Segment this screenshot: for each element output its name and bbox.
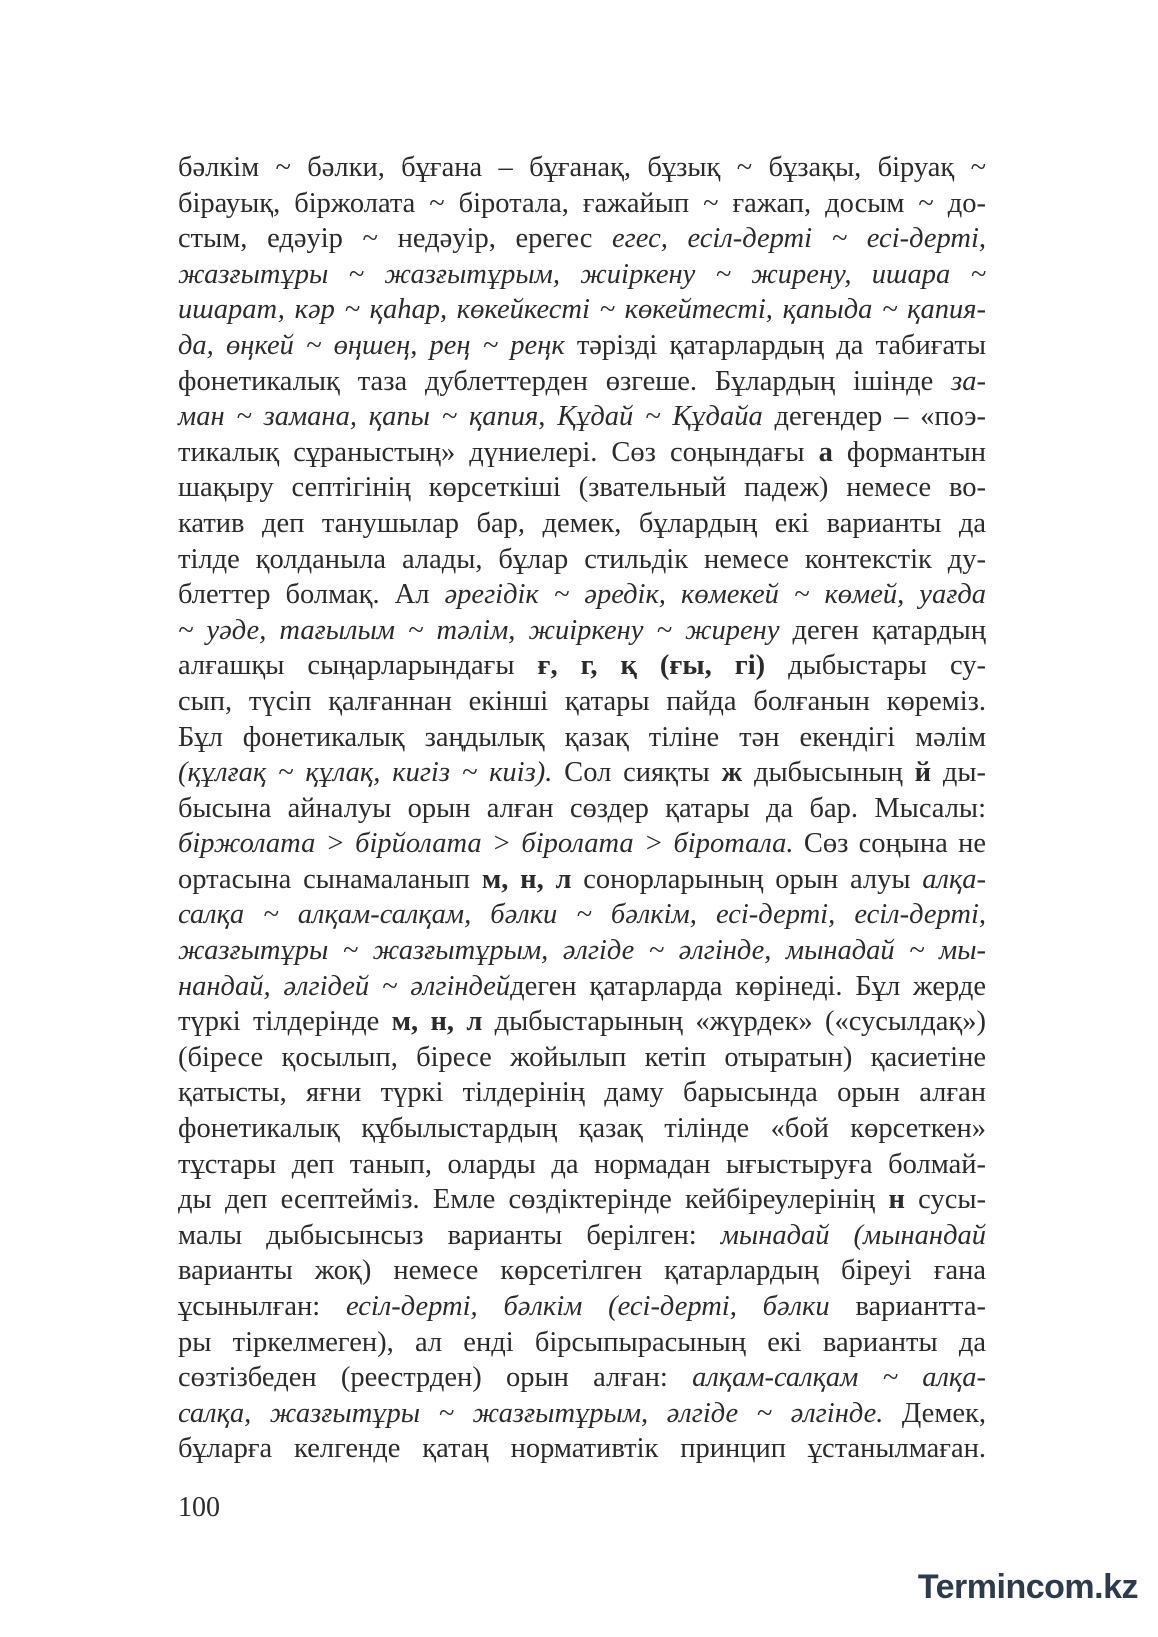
text-segment: түркі тілдерінде <box>178 1006 392 1038</box>
italic-segment: ишарат, кәр ~ қаһар, көкейкесті ~ көкейтесті, қапыда ~ қапия- <box>178 294 986 326</box>
italic-segment: алқа- <box>922 863 987 895</box>
text-segment: сөзтізбеден (реестрден) орын алған: <box>178 1362 693 1394</box>
text-segment: Бұл фонетикалық заңдылық қазақ тіліне тән екендігі мәлім <box>178 721 986 753</box>
text-segment: тұстары деп танып, оларды да нормадан ығыстыруға болмай- <box>178 1148 986 1180</box>
termincom-logo <box>918 1565 1138 1609</box>
text-segment: варианты жоқ) немесе көрсетілген қатарлардың біреуі ғана <box>178 1255 986 1287</box>
text-line <box>178 292 986 328</box>
text-segment: ды- <box>931 757 986 789</box>
logo-text: Termincom.kz <box>917 1567 1138 1606</box>
bold-segment: м, н, л <box>481 863 572 895</box>
text-segment: формантын <box>832 436 986 468</box>
text-line <box>178 791 986 827</box>
text-line <box>178 1218 986 1254</box>
text-line <box>178 1111 986 1147</box>
text-segment: (біресе қосылып, біресе жойылып кетіп отыратын) қасиетіне <box>178 1041 986 1073</box>
text-line <box>178 720 986 756</box>
text-segment: деген қатарларда көрінеді. Бұл жерде <box>510 970 986 1002</box>
text-line <box>178 1004 986 1040</box>
text-line <box>178 1147 986 1183</box>
text-segment: Сөз соңына не <box>793 828 987 860</box>
bold-segment: м, н, л <box>391 1006 483 1038</box>
text-line <box>178 933 986 969</box>
italic-segment: алқам-салқам ~ алқа- <box>692 1362 987 1394</box>
text-line <box>178 1289 986 1325</box>
text-segment: дегендер – «поэ- <box>762 401 986 433</box>
text-segment: Демек, <box>883 1397 986 1429</box>
text-segment: сонорларының орын алуы <box>571 863 923 895</box>
text-segment: тәрізді қатарлардың да табиғаты <box>564 329 986 361</box>
italic-segment: есіл-дерті, бәлкім (есі-дерті, бәлки <box>345 1291 830 1322</box>
italic-segment: за- <box>951 365 986 397</box>
text-line <box>178 1360 986 1396</box>
text-line <box>178 969 986 1005</box>
text-segment: фонетикалық құбылыстардың қазақ тілінде «бой көрсеткен» <box>178 1113 986 1145</box>
bold-segment: а <box>818 436 833 468</box>
italic-segment: жазғытұры ~ жазғытұрым, әлгіде ~ әлгінде, мынадай ~ мы- <box>178 935 986 967</box>
text-segment: тикалық сұраныстың» дүниелері. Сөз соңындағы <box>178 436 819 468</box>
italic-segment: ман ~ замана, қапы ~ қапия, Құдай ~ Құдайа <box>178 401 763 433</box>
text-line <box>178 826 986 862</box>
text-segment: бұларға келгенде қатаң нормативтік принцип ұстанылмаған. <box>178 1433 986 1465</box>
text-line <box>178 1431 986 1467</box>
italic-segment: егес, есіл-дерті ~ есі-дерті, <box>612 223 987 255</box>
text-line <box>178 221 986 257</box>
italic-segment: әрегідік ~ әредік, көмекей ~ көмей, уағда <box>444 579 986 611</box>
text-segment: дыбысының <box>742 757 915 789</box>
italic-segment: салқа, жазғытұры ~ жазғытұрым, әлгіде ~ әлгінде. <box>178 1397 884 1429</box>
text-line <box>178 684 986 720</box>
text-segment: стым, едәуір ~ недәуір, ерегес <box>178 223 613 255</box>
text-line <box>178 1182 986 1218</box>
text-line <box>178 755 986 791</box>
italic-segment: салқа ~ алқам-салқам, бәлки ~ бәлкім, есі-дерті, есіл-дерті, <box>178 899 986 931</box>
text-line <box>178 399 986 435</box>
text-segment: қатысты, яғни түркі тілдерінің даму барысында орын алған <box>178 1077 986 1109</box>
text-line <box>178 613 986 649</box>
text-line <box>178 1325 986 1361</box>
text-line <box>178 470 986 506</box>
text-segment: фонетикалық таза дублеттерден өзгеше. Бұлардың ішінде <box>178 365 952 397</box>
text-segment: дыбыстары су- <box>765 650 986 682</box>
page-number: 100 <box>178 1492 220 1523</box>
text-line <box>178 364 986 400</box>
text-line <box>178 1040 986 1076</box>
italic-segment: мынадай (мынандай <box>720 1219 986 1251</box>
text-segment: алғашқы сыңарларындағы <box>178 650 538 682</box>
text-segment: блеттер болмақ. Ал <box>178 579 445 611</box>
text-line <box>178 1253 986 1289</box>
text-segment: ұсынылған: <box>178 1291 346 1322</box>
body-text <box>178 150 986 1467</box>
text-segment: дыбыстарының «жүрдек» («сусылдақ») <box>482 1006 986 1038</box>
italic-segment: жазғытұры ~ жазғытұрым, жиіркену ~ жирену, ишара ~ <box>178 258 986 290</box>
text-segment: бірауық, біржолата ~ біротала, ғажайып ~ ғажап, досым ~ до- <box>178 187 986 219</box>
text-line <box>178 257 986 293</box>
text-segment: ды деп есептейміз. Емле сөздіктерінде кейбіреулерінің <box>178 1184 889 1216</box>
italic-segment: ~ уәде, тағылым ~ тәлім, жиіркену ~ жирену <box>178 614 780 646</box>
text-line <box>178 897 986 933</box>
bold-segment: ғ, г, қ (ғы, гі) <box>537 650 766 682</box>
text-segment: катив деп танушылар бар, демек, бұлардың екі варианты да <box>178 507 986 539</box>
bold-segment: ж <box>721 757 743 789</box>
text-segment: ры тіркелмеген), ал енді бірсыпырасының екі варианты да <box>178 1326 986 1358</box>
text-line <box>178 542 986 578</box>
text-line <box>178 648 986 684</box>
text-line <box>178 150 986 186</box>
text-line <box>178 1396 986 1432</box>
text-line <box>178 1075 986 1111</box>
text-segment: деген қатардың <box>779 614 986 646</box>
text-line <box>178 435 986 471</box>
italic-segment: да, өңкей ~ өңшең, рең ~ реңк <box>178 329 565 361</box>
text-line <box>178 186 986 222</box>
text-line <box>178 577 986 613</box>
text-segment: тілде қолданыла алады, бұлар стильдік немесе контекстік ду- <box>178 543 986 575</box>
text-segment: бысына айналуы орын алған сөздер қатары да бар. Мысалы: <box>178 792 986 824</box>
text-segment: малы дыбысынсыз варианты берілген: <box>178 1219 721 1251</box>
text-line <box>178 506 986 542</box>
text-segment: шақыру септігінің көрсеткіші (звательный падеж) немесе во- <box>178 472 986 504</box>
text-segment: ортасына сынамаланып <box>178 863 482 895</box>
text-line <box>178 862 986 898</box>
italic-segment: нандай, әлгідей ~ әлгіндей <box>178 970 511 1002</box>
text-segment: бәлкім ~ бәлки, бұғана – бұғанақ, бұзық ~ бұзақы, біруақ ~ <box>178 152 986 183</box>
italic-segment: біржолата > бірйолата > бiролата > біротала. <box>178 828 794 860</box>
text-line <box>178 328 986 364</box>
text-segment: сып, түсіп қалғаннан екінші қатары пайда болғанын көреміз. <box>178 685 986 717</box>
text-segment: Сол сияқты <box>552 757 722 789</box>
italic-segment: (құлғақ ~ құлақ, кигіз ~ киіз). <box>178 757 553 789</box>
text-segment: сусы- <box>904 1184 986 1216</box>
bold-segment: й <box>914 757 931 789</box>
text-segment: вариантта- <box>829 1291 986 1322</box>
bold-segment: н <box>888 1184 905 1216</box>
